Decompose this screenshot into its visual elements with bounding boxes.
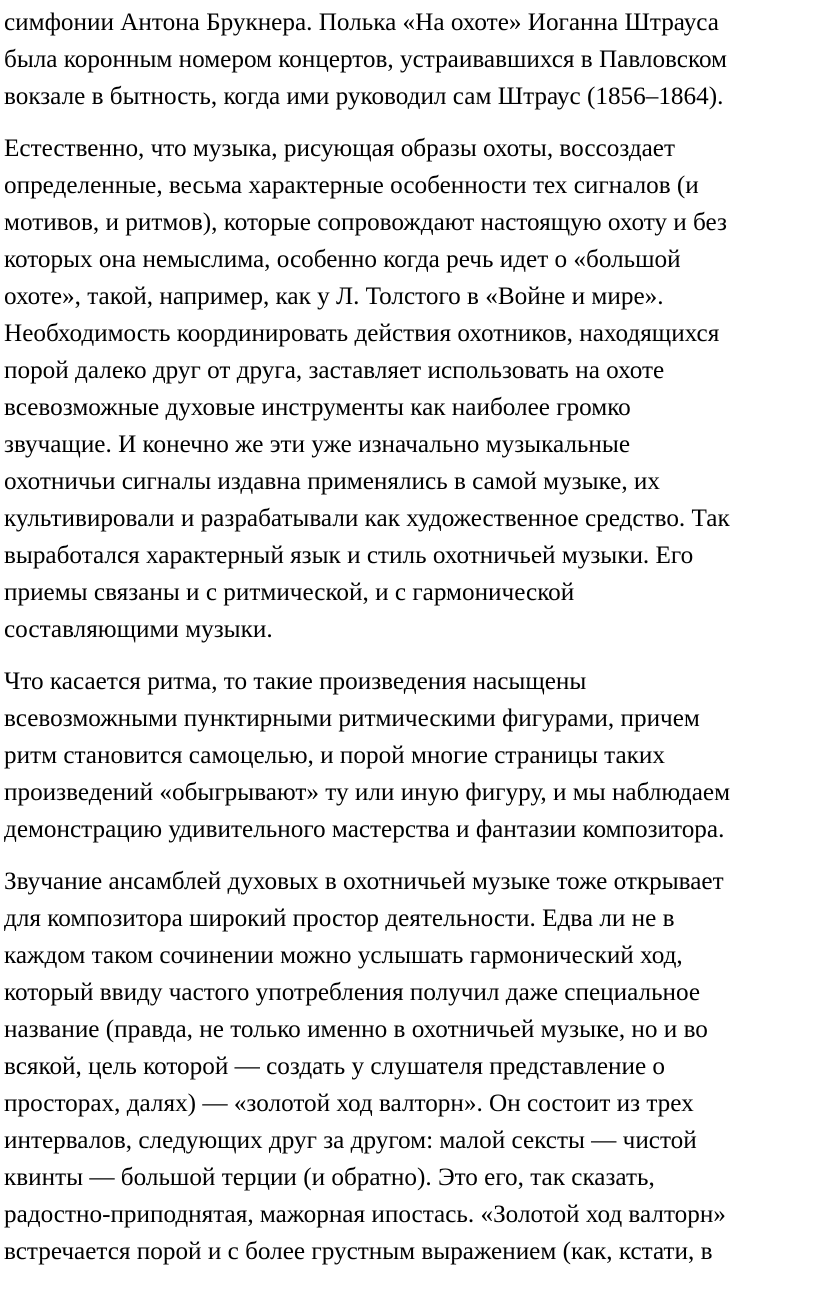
text-line: название (правда, не только именно в охотничьей музыке, но и во	[4, 1016, 708, 1043]
text-line: была коронным номером концертов, устраивавшихся в Павловском	[4, 46, 727, 73]
text-line: культивировали и разрабатывали как художественное средство. Так	[4, 505, 730, 532]
text-line: Естественно, что музыка, рисующая образы охоты, воссоздает	[4, 135, 675, 162]
text-line: всевозможные духовые инструменты как наиболее громко	[4, 394, 631, 421]
text-line: произведений «обыгрывают» ту или иную фигуру, и мы наблюдаем	[4, 779, 731, 806]
text-line: интервалов, следующих друг за другом: малой сексты — чистой	[4, 1127, 697, 1154]
paragraph-3	[4, 663, 810, 848]
paragraph-4	[4, 863, 810, 1270]
text-line: всевозможными пунктирными ритмическими фигурами, причем	[4, 705, 700, 732]
text-line: который ввиду частого употребления получил даже специальное	[4, 979, 701, 1006]
paragraph-1	[4, 4, 810, 115]
text-line: встречается порой и с более грустным выражением (как, кстати, в	[4, 1238, 713, 1265]
text-line: которых она немыслима, особенно когда речь идет о «большой	[4, 246, 681, 273]
text-line: звучащие. И конечно же эти уже изначально музыкальные	[4, 431, 630, 458]
text-line: всякой, цель которой — создать у слушателя представление о	[4, 1053, 666, 1080]
text-line: определенные, весьма характерные особенности тех сигналов (и	[4, 172, 699, 199]
text-line: Необходимость координировать действия охотников, находящихся	[4, 320, 720, 347]
text-line: для композитора широкий простор деятельности. Едва ли не в	[4, 905, 675, 932]
text-line: Что касается ритма, то такие произведения насыщены	[4, 668, 587, 695]
text-line: охотничьи сигналы издавна применялись в самой музыке, их	[4, 468, 661, 495]
text-line: порой далеко друг от друга, заставляет использовать на охоте	[4, 357, 665, 384]
text-line: составляющими музыки.	[4, 616, 273, 643]
text-line: приемы связаны и с ритмической, и с гармонической	[4, 579, 575, 606]
text-line: охоте», такой, например, как у Л. Толстого в «Войне и мире».	[4, 283, 664, 310]
text-line: просторах, далях) — «золотой ход валторн». Он состоит из трех	[4, 1090, 694, 1117]
text-line: симфонии Антона Брукнера. Полька «На охоте» Иоганна Штрауса	[4, 9, 719, 36]
document-page	[4, 4, 810, 1285]
text-line: демонстрацию удивительного мастерства и фантазии композитора.	[4, 816, 725, 843]
text-line: радостно-приподнятая, мажорная ипостась. «Золотой ход валторн»	[4, 1201, 726, 1228]
text-line: ритм становится самоцелью, и порой многие страницы таких	[4, 742, 665, 769]
text-line: мотивов, и ритмов), которые сопровождают настоящую охоту и без	[4, 209, 727, 236]
text-line: Звучание ансамблей духовых в охотничьей музыке тоже открывает	[4, 868, 724, 895]
text-line: каждом таком сочинении можно услышать гармонический ход,	[4, 942, 683, 969]
text-line: квинты — большой терции (и обратно). Это его, так сказать,	[4, 1164, 655, 1191]
paragraph-2	[4, 130, 810, 648]
text-line: выработался характерный язык и стиль охотничьей музыки. Его	[4, 542, 694, 569]
text-line: вокзале в бытность, когда ими руководил сам Штраус (1856–1864).	[4, 83, 724, 110]
